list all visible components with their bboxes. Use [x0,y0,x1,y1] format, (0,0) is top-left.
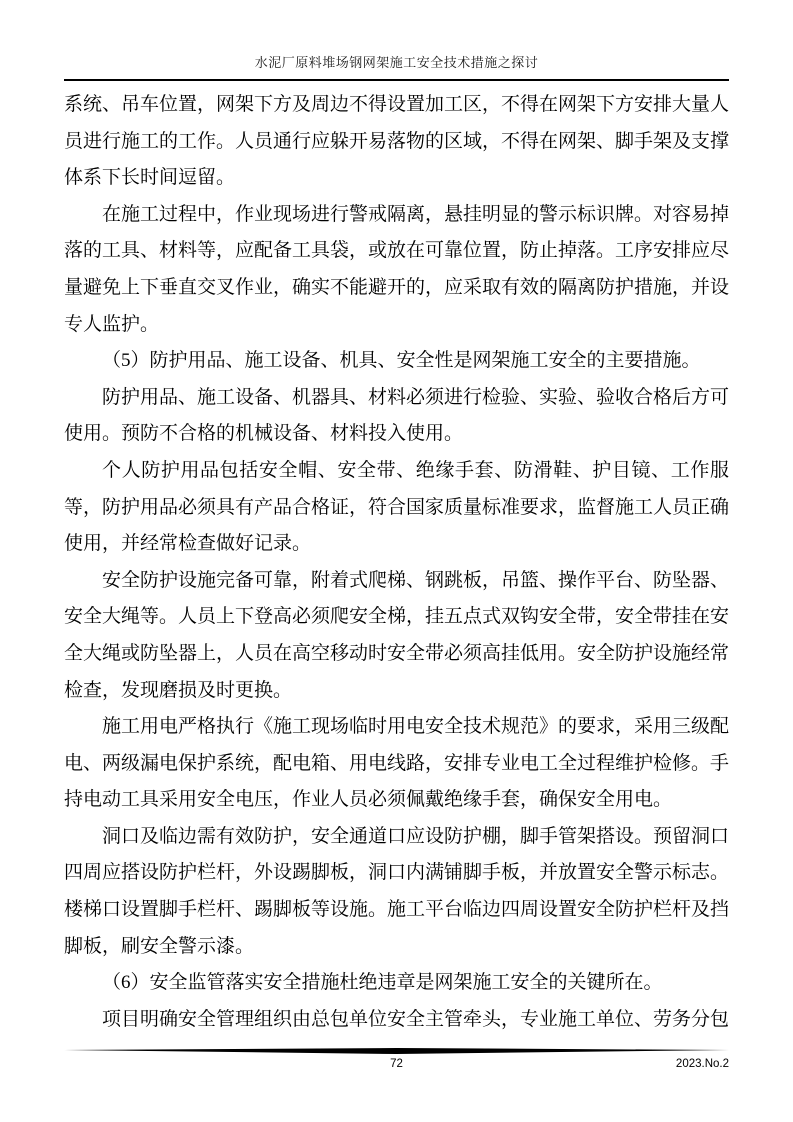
body-paragraph-list-item-5: （5）防护用品、施工设备、机具、安全性是网架施工安全的主要措施。 [102,350,701,372]
body-paragraph: 施工用电严格执行《施工现场临时用电安全技术规范》的要求，采用三级配电、两级漏电保护系统，配电箱、用电线路，安排专业电工全过程维护检修。手持电动工具采用安全电压，作业人员必须佩戴绝缘手套，确保安全用电。 [64,716,730,811]
running-head-title: 水泥厂原料堆场钢网架施工安全技术措施之探讨 [254,55,539,70]
footer-rule [64,1048,729,1054]
body-paragraph: 安全防护设施完备可靠，附着式爬梯、钢跳板，吊篮、操作平台、防坠器、安全大绳等。人员上下登高必须爬安全梯，挂五点式双钩安全带，安全带挂在安全大绳或防坠器上，人员在高空移动时安全带必须高挂低用。安全防护设施经常检查，发现磨损及时更换。 [64,569,730,701]
body-paragraph: 洞口及临边需有效防护，安全通道口应设防护棚，脚手管架搭设。预留洞口四周应搭设防护栏杆，外设踢脚板，洞口内满铺脚手板，并放置安全警示标志。楼梯口设置脚手栏杆、踢脚板等设施。施工平台临边四周设置安全防护栏杆及挡脚板，刷安全警示漆。 [64,825,730,957]
body-paragraph: 个人防护用品包括安全帽、安全带、绝缘手套、防滑鞋、护目镜、工作服等，防护用品必须具有产品合格证，符合国家质量标准要求，监督施工人员正确使用，并经常检查做好记录。 [64,459,730,555]
page-footer [64,1056,729,1072]
body-paragraph: 项目明确安全管理组织由总包单位安全主管牵头，专业施工单位、劳务分包 [102,1008,730,1030]
body-paragraph-list-item-6: （6）安全监管落实安全措施杜绝违章是网架施工安全的关键所在。 [102,972,663,994]
page-number: 72 [390,1058,403,1070]
page-header [64,54,729,81]
journal-issue-label: 2023.No.2 [675,1058,729,1070]
body-paragraph: 系统、吊车位置，网架下方及周边不得设置加工区，不得在网架下方安排大量人员进行施工的工作。人员通行应躲开易落物的区域，不得在网架、脚手架及支撑体系下长时间逗留。 [64,94,730,189]
document-body [64,87,729,1038]
body-paragraph: 在施工过程中，作业现场进行警戒隔离，悬挂明显的警示标识牌。对容易掉落的工具、材料等，应配备工具袋，或放在可靠位置，防止掉落。工序安排应尽量避免上下垂直交叉作业，确实不能避开的，应采取有效的隔离防护措施，并设专人监护。 [64,203,730,335]
body-paragraph: 防护用品、施工设备、机器具、材料必须进行检验、实验、验收合格后方可使用。预防不合格的机械设备、材料投入使用。 [64,386,730,445]
